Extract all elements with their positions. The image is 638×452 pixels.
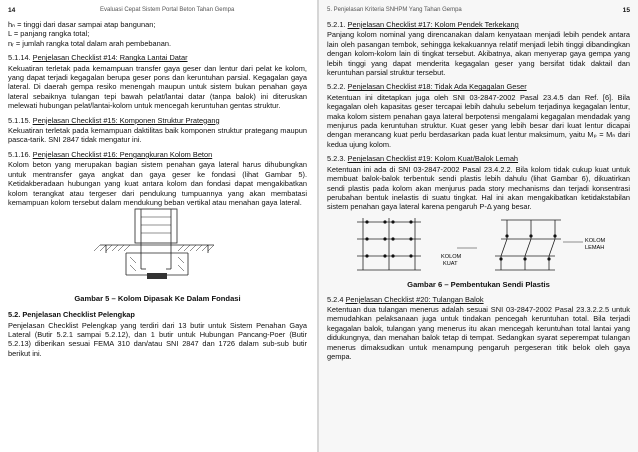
strong-column-label-1: KOLOM bbox=[441, 253, 462, 260]
section-5-2-1-body: Panjang kolom nominal yang direncanakan dalam kenyataan menjadi lebih pendek antara lain oleh pasangan tembok, sehingga kekakuannya relatif menjadi lebih tinggi dibandingkan dengan kolom-kolom lain di tingkat tersebut. Akibatnya, akan menyerap gaya gempa yang lebih tinggi yang dapat menderita kegagalan geser yang bersifat tidak daktail dan keruntuhan parsial struktur tersebut. bbox=[327, 30, 630, 78]
figure-5-caption: Gambar 5 – Kolom Dipasak Ke Dalam Fondasi bbox=[74, 293, 241, 303]
right-running-head bbox=[327, 6, 630, 18]
section-5-2-3-heading: 5.2.3. Penjelasan Checklist #19: Kolom Kuat/Balok Lemah bbox=[327, 154, 519, 164]
section-5-2-heading: 5.2. Penjelasan Checklist Pelengkap bbox=[8, 310, 135, 320]
definition-nr: nᵣ = jumlah rangka total dalam arah pembebanan. bbox=[8, 38, 172, 48]
figure-5-column-doweled-foundation bbox=[8, 207, 307, 303]
section-5-1-16-body: Kolom beton yang merupakan bagian sistem penahan gaya lateral harus dihubungkan untuk mentransfer gaya angkat dan gaya geser ke fondasi (lihat Gambar 5). Ketidakberadaan hubungan yang kuat antara kolom dan fondasi dapat mengakibatkan kolom terangkat atau tergeser dari pendukung tumpuannya yang akan membatasi kemampuan kolom tersebut dalam mendukung beban vertikal atau menahan gaya lateral. bbox=[8, 160, 307, 207]
section-5-2-2-heading: 5.2.2. Penjelasan Checklist #18: Tidak Ada Kegagalan Geser bbox=[327, 82, 527, 92]
section-5-2-2-body: Ketentuan ini ditetapkan juga oleh SNI 03-2847-2002 Pasal 23.4.5 dan Ref. [6]. Bila kegagalan oleh kapasitas geser tercapai lebih dahulu sebelum terjadinya kegagalan lentur, maka kolom sistem penahan gaya lateral berpotensi mengalami kegagalan mendadak yang menjurus pada keruntuhan struktur. Kuat geser yang lebih besar dari kuat lentur dicapai dengan merancang kuat perlu berdasarkan pada kuat lentur maksimum, yaitu Mₚ = Mₙ dari kedua ujung kolom. bbox=[327, 92, 630, 149]
section-5-2-4-heading: 5.2.4 Penjelasan Checklist #20: Tulangan Balok bbox=[327, 294, 484, 304]
section-5-1-14-heading: 5.1.14. Penjelasan Checklist #14: Rangka Lantai Datar bbox=[8, 53, 188, 63]
left-running-head bbox=[8, 6, 307, 18]
section-5-1-15-body: Kekuatiran terletak pada kemampuan daktilitas baik komponen struktur prategang maupun pasca-tarik. SNI 2847 tidak mengatur ini. bbox=[8, 126, 307, 145]
section-5-2-1-heading: 5.2.1. Penjelasan Checklist #17: Kolom Pendek Terkekang bbox=[327, 20, 519, 29]
right-page-number: 15 bbox=[622, 7, 630, 14]
left-page-number: 14 bbox=[8, 7, 16, 14]
section-5-1-16-heading: 5.1.16. Penjelasan Checklist #16: Pengangkuran Kolom Beton bbox=[8, 149, 213, 159]
section-5-2-3-body: Ketentuan ini ada di SNI 03-2847-2002 Pasal 23.4.2.2. Bila kolom tidak cukup kuat untuk membuat balok-balok terbentuk sendi plastis lebih dahulu (lihat Gambar 6), dikuatirkan sendi plastis pada kolom akan menjurus pada story mechanisms dan terjadi konsentrasi perubahan bentuk inelastis di suatu tingkat. Hal ini akan mengakibatkan ketidakstabilan sistem penahan gaya lateral karena pengaruh P-Δ yang besar. bbox=[327, 164, 630, 212]
plastic-hinge-drawing bbox=[327, 212, 630, 278]
section-5-2-body: Penjelasan Checklist Pelengkap yang terdiri dari 13 butir untuk Sistem Penahan Gaya Lateral (Butir 5.2.1 sampai 5.2.12), dan 1 butir untuk Hubungan Pancang-Poer (Butir 5.2.13) diberikan sesuai FEMA 310 dan/atau SNI 2847 dan 1726 dalam sub-sub butir berikut ini. bbox=[8, 320, 307, 358]
right-page bbox=[319, 0, 638, 452]
figure-6-caption: Gambar 6 – Pembentukan Sendi Plastis bbox=[407, 280, 550, 290]
figure-6-plastic-hinge bbox=[327, 212, 630, 290]
column-foundation-drawing bbox=[8, 207, 307, 289]
strong-column-label-2: KUAT bbox=[443, 260, 458, 267]
left-running-title: Evaluasi Cepat Sistem Portal Beton Tahan Gempa bbox=[100, 7, 235, 13]
definition-l: L = panjang rangka total; bbox=[8, 29, 90, 39]
definition-hn: hₙ = tinggi dari dasar sampai atap bangunan; bbox=[8, 20, 156, 29]
weak-column-label-2: LEMAH bbox=[585, 244, 605, 251]
weak-column-label-1: KOLOM bbox=[585, 237, 606, 244]
right-running-title: 5. Penjelasan Kriteria SNHPM Yang Tahan Gempa bbox=[327, 7, 462, 13]
variable-definitions bbox=[8, 20, 307, 48]
section-5-2-4-body: Ketentuan dua tulangan menerus adalah sesuai SNI 03-2847-2002 Pasal 23.3.2.2.5 untuk memudahkan pelaksanaan juga untuk tindakan pencegah keruntuhan total. Bila terjadi kegagalan balok, tulangan yang menerus itu akan mencegah keruntuhan total lantai yang didukungnya, dan menahan balok tetap di tempat. Sedangkan syarat seperempat tulangan menerus dimaksudkan untuk menampung pengaruh pergeseran titik belok oleh gaya gempa. bbox=[327, 304, 630, 361]
left-page bbox=[0, 0, 317, 452]
section-5-1-14-body: Kekuatiran terletak pada kemampuan transfer gaya geser dan lentur dari pelat ke kolom, yang dapat terjadi kegagalan berupa geser pons dan keruntuhan parsial. Kegagalan gaya lateral. Di daerah gempa resiko menengah maupun untuk sistem bukan penahan gaya lateral sebaiknya tulangan tepi bawah pelat/lantai datar (tanpa balok) ini diteruskan melewati hubungan pelat/lantai-kolom untuk mencegah keruntuhan gentas struktur. bbox=[8, 63, 307, 111]
section-5-1-15-heading: 5.1.15. Penjelasan Checklist #15: Komponen Struktur Prategang bbox=[8, 115, 220, 125]
